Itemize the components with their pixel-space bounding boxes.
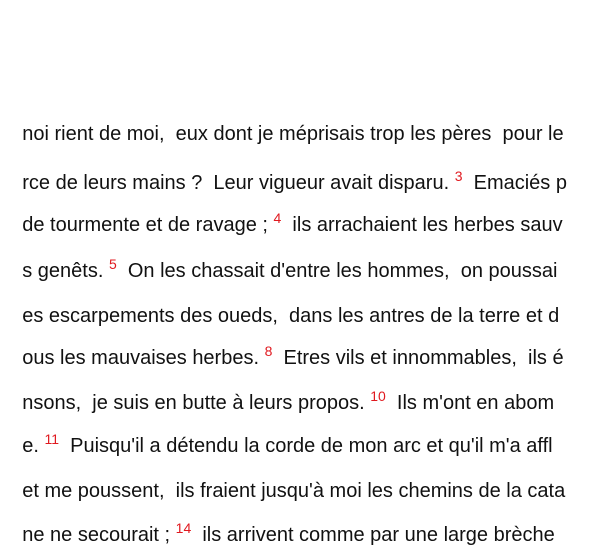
text-segment: noi rient de moi, eux dont je méprisais trop les pères pour le: [22, 123, 564, 145]
text-line: [0, 355, 555, 414]
verse-number: 5: [108, 256, 117, 272]
text-line: [0, 310, 564, 369]
text-line: [0, 398, 553, 457]
text-segment: ils arrivent comme par une large brèche: [191, 524, 555, 546]
text-segment: de tourmente et de ravage ;: [22, 214, 274, 236]
text-line: [0, 135, 567, 194]
verse-number: 10: [370, 388, 386, 404]
text-segment: ous les mauvaises herbes.: [22, 347, 265, 369]
text-line: [0, 86, 564, 145]
verse-number: 11: [44, 431, 60, 447]
text-segment: ne ne secourait ;: [22, 524, 176, 546]
verse-number: 3: [454, 168, 463, 184]
text-segment: e.: [22, 435, 45, 457]
text-line: [0, 443, 566, 502]
text-segment: ils arrachaient les herbes sauv: [281, 214, 563, 236]
text-segment: Etres vils et innommables, ils é: [272, 347, 564, 369]
text-segment: et me poussent, ils fraient jusqu'à moi les chemins de la cata: [22, 480, 566, 502]
text-line: [0, 177, 563, 236]
text-line: [0, 268, 560, 327]
text-segment: rce de leurs mains ? Leur vigueur avait disparu.: [22, 172, 455, 194]
verse-number: 14: [175, 520, 192, 536]
text-line: [0, 487, 555, 546]
text-segment: On les chassait d'entre les hommes, on poussai: [116, 260, 558, 282]
text-line: [0, 223, 558, 282]
text-segment: es escarpements des oueds, dans les antres de la terre et d: [22, 305, 560, 327]
text-segment: Ils m'ont en abom: [385, 392, 555, 414]
verse-number: 8: [264, 343, 273, 359]
text-segment: nsons, je suis en butte à leurs propos.: [22, 392, 371, 414]
text-segment: Puisqu'il a détendu la corde de mon arc et qu'il m'a affl: [59, 435, 553, 457]
text-segment: Emaciés p: [462, 172, 567, 194]
text-segment: s genêts.: [22, 260, 109, 282]
verse-number: 4: [273, 210, 282, 226]
